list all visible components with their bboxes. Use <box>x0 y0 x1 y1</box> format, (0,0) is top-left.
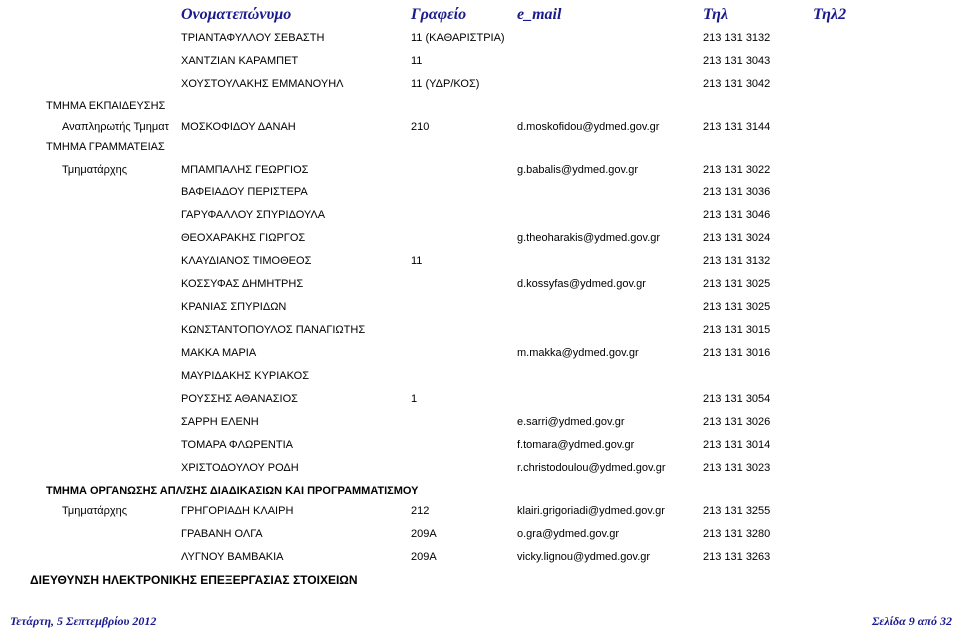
table-row <box>0 324 960 344</box>
table-row <box>0 301 960 321</box>
table-row <box>0 186 960 206</box>
employee-name: ΚΟΣΣΥΦΑΣ ΔΗΜΗΤΡΗΣ <box>181 278 304 290</box>
table-row <box>0 393 960 413</box>
footer-page-number: Σελίδα 9 από 32 <box>872 614 952 628</box>
employee-name: ΓΡΗΓΟΡΙΑΔΗ ΚΛΑΙΡΗ <box>181 505 294 517</box>
phone-number: 213 131 3024 <box>703 232 771 244</box>
footer-date: Τετάρτη, 5 Σεπτεμβρίου 2012 <box>10 614 157 628</box>
employee-name: ΛΥΓΝΟΥ ΒΑΜΒΑΚΙΑ <box>181 551 284 563</box>
phone-number: 213 131 3016 <box>703 347 771 359</box>
phone-number: 213 131 3026 <box>703 416 771 428</box>
phone-number: 213 131 3022 <box>703 164 771 176</box>
email-link[interactable]: m.makka@ydmed.gov.gr <box>517 347 639 359</box>
phone-number: 213 131 3132 <box>703 32 771 44</box>
email-link[interactable]: g.theoharakis@ydmed.gov.gr <box>517 232 661 244</box>
phone-number: 213 131 3255 <box>703 505 771 517</box>
phone-number: 213 131 3042 <box>703 78 771 90</box>
table-row <box>0 209 960 229</box>
employee-role: Αναπληρωτής Τμηματ <box>62 121 169 133</box>
table-row <box>0 255 960 275</box>
table-row <box>0 505 960 525</box>
employee-name: ΜΑΚΚΑ ΜΑΡΙΑ <box>181 347 257 359</box>
email-link[interactable]: g.babalis@ydmed.gov.gr <box>517 164 639 176</box>
email-link[interactable]: klairi.grigoriadi@ydmed.gov.gr <box>517 505 665 517</box>
phone-number: 213 131 3025 <box>703 278 771 290</box>
employee-name: ΓΑΡΥΦΑΛΛΟΥ ΣΠΥΡΙΔΟΥΛΑ <box>181 209 326 221</box>
employee-name: ΣΑΡΡΗ ΕΛΕΝΗ <box>181 416 259 428</box>
phone-number: 213 131 3054 <box>703 393 771 405</box>
employee-name: ΧΟΥΣΤΟΥΛΑΚΗΣ ΕΜΜΑΝΟΥΗΛ <box>181 78 344 90</box>
employee-role: Τμηματάρχης <box>62 505 128 517</box>
phone-number: 213 131 3046 <box>703 209 771 221</box>
phone-number: 213 131 3014 <box>703 439 771 451</box>
column-header-office: Γραφείο <box>411 6 467 23</box>
phone-number: 213 131 3036 <box>703 186 771 198</box>
office-number: 209Α <box>411 528 437 540</box>
table-row <box>0 528 960 548</box>
email-link[interactable]: f.tomara@ydmed.gov.gr <box>517 439 635 451</box>
table-row <box>0 370 960 390</box>
phone-number: 213 131 3280 <box>703 528 771 540</box>
employee-name: ΡΟΥΣΣΗΣ ΑΘΑΝΑΣΙΟΣ <box>181 393 298 405</box>
column-header-tel2: Τηλ2 <box>813 6 847 23</box>
office-number: 1 <box>411 393 418 405</box>
table-row <box>0 462 960 482</box>
section-title-secretariat: ΤΜΗΜΑ ΓΡΑΜΜΑΤΕΙΑΣ <box>46 141 165 153</box>
employee-role: Τμηματάρχης <box>62 164 128 176</box>
section-title-organization: ΤΜΗΜΑ ΟΡΓΑΝΩΣΗΣ ΑΠΛ/ΣΗΣ ΔΙΑΔΙΚΑΣΙΩΝ ΚΑΙ ΠΡΟΓΡΑΜΜΑΤΙΣΜΟΥ <box>46 485 419 497</box>
table-row <box>0 78 960 98</box>
office-number: 11 <box>411 255 423 267</box>
column-header-tel: Τηλ <box>703 6 729 23</box>
section-title-education: ΤΜΗΜΑ ΕΚΠΑΙΔΕΥΣΗΣ <box>46 100 166 112</box>
column-header-email: e_mail <box>517 6 562 23</box>
employee-name: ΤΡΙΑΝΤΑΦΥΛΛΟΥ ΣΕΒΑΣΤΗ <box>181 32 325 44</box>
employee-name: ΜΑΥΡΙΔΑΚΗΣ ΚΥΡΙΑΚΟΣ <box>181 370 309 382</box>
table-row <box>0 55 960 75</box>
employee-name: ΚΩΝΣΤΑΝΤΟΠΟΥΛΟΣ ΠΑΝΑΓΙΩΤΗΣ <box>181 324 366 336</box>
office-number: 212 <box>411 505 430 517</box>
email-link[interactable]: d.kossyfas@ydmed.gov.gr <box>517 278 646 290</box>
employee-name: ΜΟΣΚΟΦΙΔΟΥ ΔΑΝΑΗ <box>181 121 296 133</box>
table-row <box>0 121 960 141</box>
employee-name: ΤΟΜΑΡΑ ΦΛΩΡΕΝΤΙΑ <box>181 439 293 451</box>
email-link[interactable]: e.sarri@ydmed.gov.gr <box>517 416 625 428</box>
email-link[interactable]: d.moskofidou@ydmed.gov.gr <box>517 121 660 133</box>
table-row <box>0 278 960 298</box>
phone-number: 213 131 3043 <box>703 55 771 67</box>
table-row <box>0 32 960 52</box>
employee-name: ΧΡΙΣΤΟΔΟΥΛΟΥ ΡΟΔΗ <box>181 462 299 474</box>
phone-number: 213 131 3263 <box>703 551 771 563</box>
office-number: 210 <box>411 121 430 133</box>
phone-number: 213 131 3025 <box>703 301 771 313</box>
employee-name: ΘΕΟΧΑΡΑΚΗΣ ΓΙΩΡΓΟΣ <box>181 232 306 244</box>
employee-name: ΒΑΦΕΙΑΔΟΥ ΠΕΡΙΣΤΕΡΑ <box>181 186 308 198</box>
table-row <box>0 439 960 459</box>
office-number: 209Α <box>411 551 437 563</box>
phone-number: 213 131 3023 <box>703 462 771 474</box>
phone-number: 213 131 3015 <box>703 324 771 336</box>
email-link[interactable]: o.gra@ydmed.gov.gr <box>517 528 620 540</box>
table-row <box>0 551 960 571</box>
employee-name: ΓΡΑΒΑΝΗ ΟΛΓΑ <box>181 528 263 540</box>
table-row <box>0 347 960 367</box>
office-number: 11 <box>411 55 423 67</box>
employee-name: ΚΡΑΝΙΑΣ ΣΠΥΡΙΔΩΝ <box>181 301 287 313</box>
employee-name: ΧΑΝΤΖΙΑΝ ΚΑΡΑΜΠΕΤ <box>181 55 299 67</box>
phone-number: 213 131 3132 <box>703 255 771 267</box>
phone-number: 213 131 3144 <box>703 121 771 133</box>
office-number: 11 (ΥΔΡ/ΚΟΣ) <box>411 78 480 90</box>
email-link[interactable]: r.christodoulou@ydmed.gov.gr <box>517 462 666 474</box>
employee-name: ΚΛΑΥΔΙΑΝΟΣ ΤΙΜΟΘΕΟΣ <box>181 255 312 267</box>
table-row <box>0 416 960 436</box>
employee-name: ΜΠΑΜΠΑΛΗΣ ΓΕΩΡΓΙΟΣ <box>181 164 309 176</box>
office-number: 11 (ΚΑΘΑΡΙΣΤΡΙΑ) <box>411 32 505 44</box>
table-row <box>0 164 960 184</box>
directorate-title: ΔΙΕΥΘΥΝΣΗ ΗΛΕΚΤΡΟΝΙΚΗΣ ΕΠΕΞΕΡΓΑΣΙΑΣ ΣΤΟΙΧΕΙΩΝ <box>30 573 358 587</box>
email-link[interactable]: vicky.lignou@ydmed.gov.gr <box>517 551 651 563</box>
table-row <box>0 232 960 252</box>
column-header-name: Ονοματεπώνυμο <box>181 6 292 23</box>
